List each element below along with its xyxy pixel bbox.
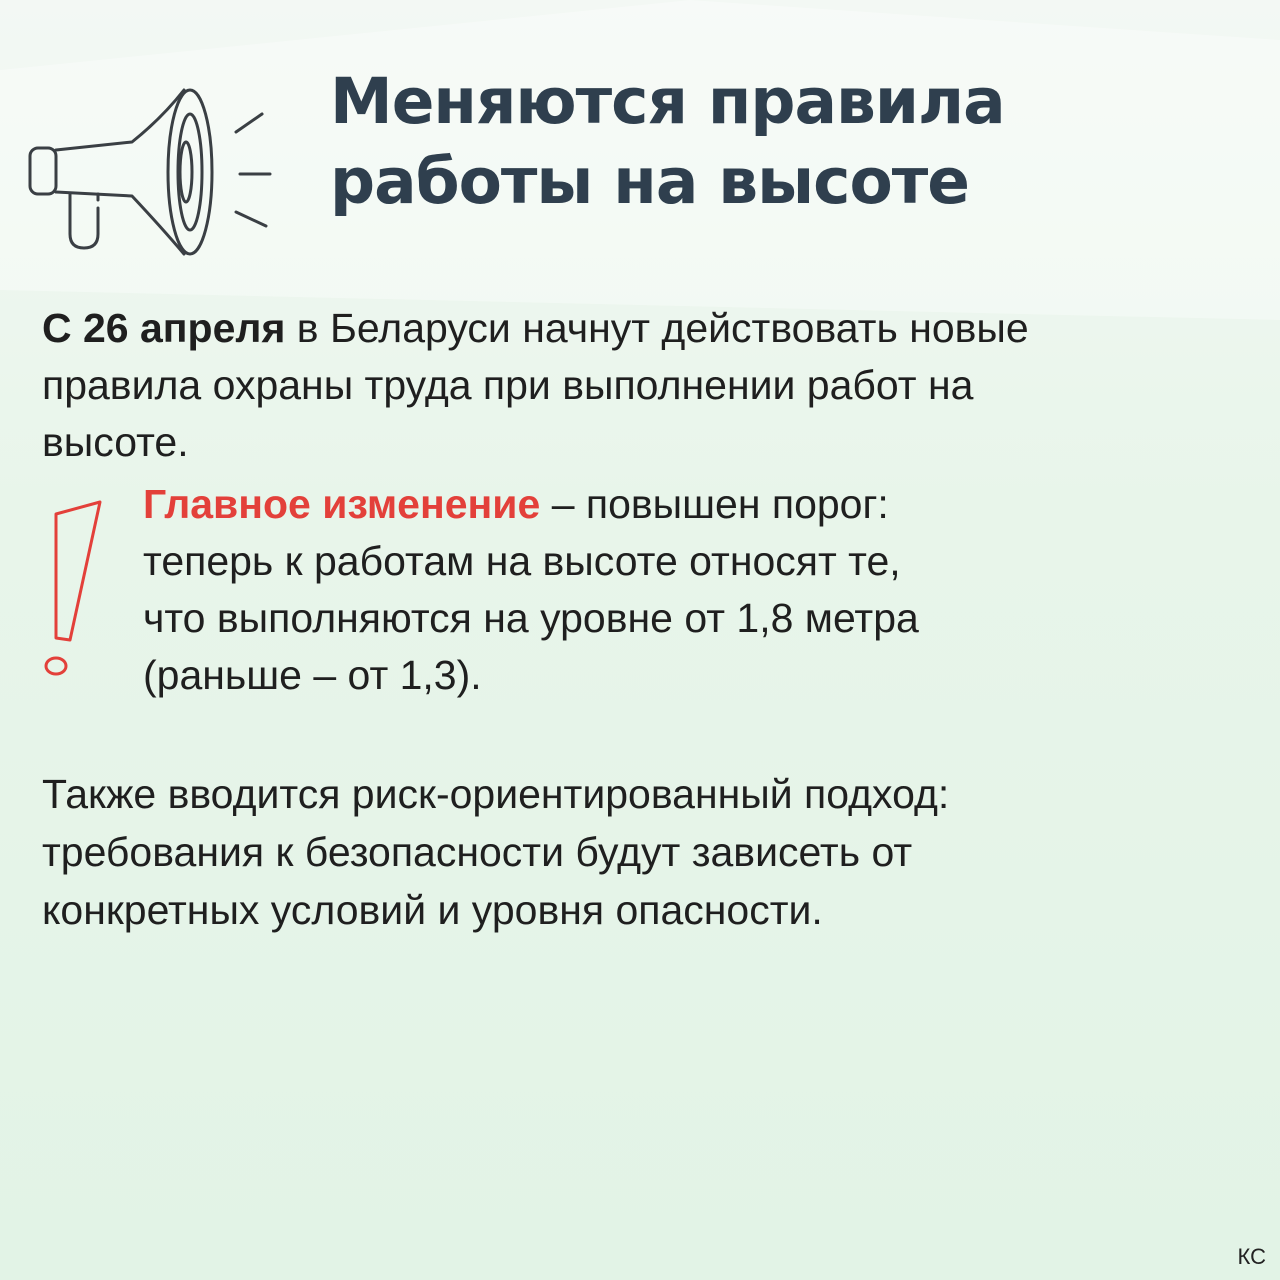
extra-paragraph [42,765,1262,939]
intro-line-2: правила охраны труда при выполнении работ на [42,362,974,408]
main-line-3: что выполняются на уровне от 1,8 метра [143,595,919,641]
main-line-1 [143,476,1143,533]
extra-line-3: конкретных условий и уровня опасности. [42,887,823,933]
exclamation-icon [30,488,120,688]
page-title [330,62,1005,222]
megaphone-icon [22,78,302,268]
main-line-4: (раньше – от 1,3). [143,652,482,698]
title-line-1: Меняются правила [330,65,1005,138]
extra-line-1: Также вводится риск-ориентированный подход: [42,771,950,817]
extra-line-2: требования к безопасности будут зависеть от [42,829,913,875]
intro-paragraph [42,300,1262,471]
main-line-2: теперь к работам на высоте относят те, [143,538,901,584]
title-line-2: работы на высоте [330,145,969,218]
intro-line-1 [42,300,1262,357]
main-change-paragraph [143,476,1143,704]
main-line-1-text: – повышен порог: [540,481,889,527]
corner-mark: КС [1237,1244,1266,1269]
main-change-highlight: Главное изменение [143,481,541,527]
intro-date: С 26 апреля [42,305,286,351]
intro-line-1-text: в Беларуси начнут действовать новые [285,305,1029,351]
intro-line-3: высоте. [42,419,189,465]
